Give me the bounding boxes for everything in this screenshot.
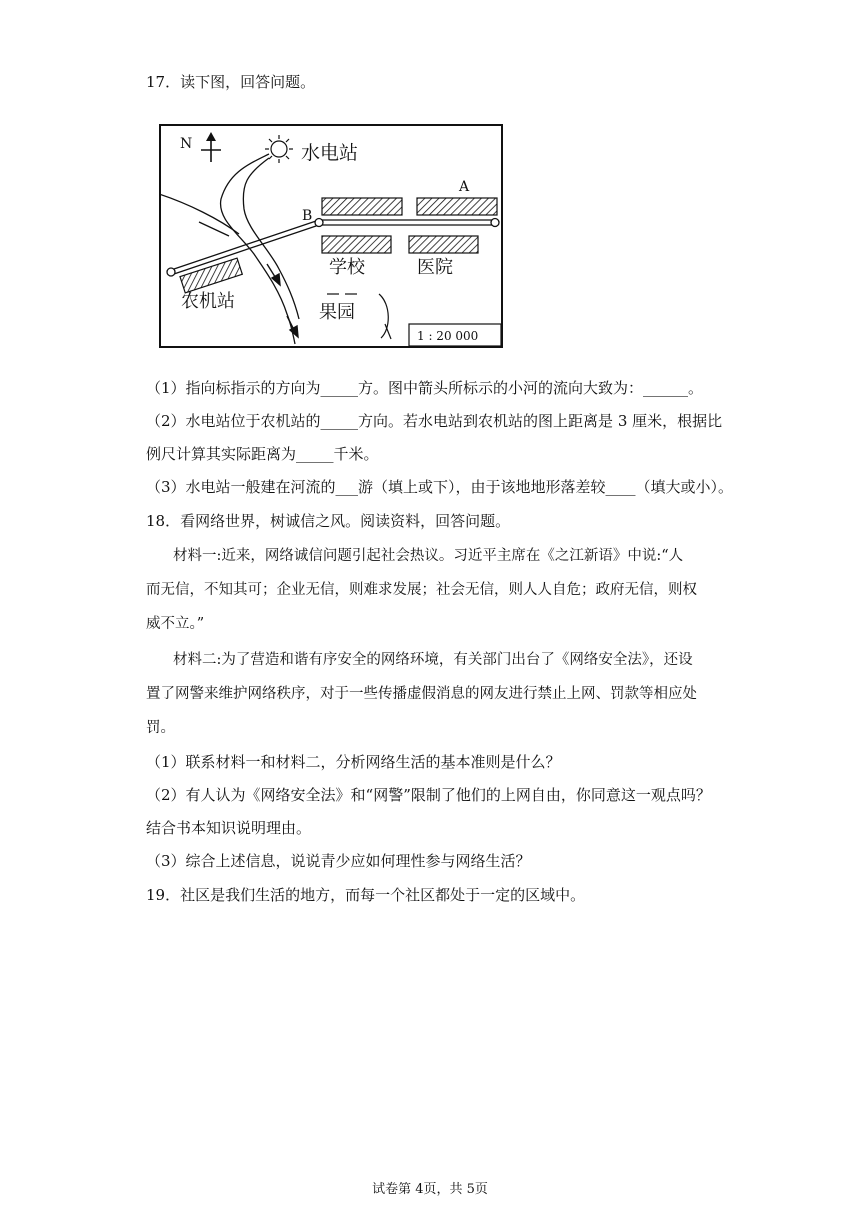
road-end-point — [167, 268, 175, 276]
scale-label: 1 : 20 000 — [417, 329, 479, 343]
north-label: N — [180, 136, 193, 152]
q18-title: 18．看网络世界，树诚信之风。阅读资料，回答问题。 — [146, 512, 511, 530]
q18-material1-line3: 威不立。” — [146, 616, 205, 632]
q17-sub1: （1）指向标指示的方向为_____方。图中箭头所标示的小河的流向大致为：______。 — [146, 379, 704, 397]
q18-material2-line1: 材料二:为了营造和谐有序安全的网络环境，有关部门出台了《网络安全法》，还设 — [173, 652, 693, 668]
point-a-label: A — [459, 179, 470, 195]
school-label: 学校 — [329, 257, 365, 278]
q18-sub1: （1）联系材料一和材料二，分析网络生活的基本准则是什么？ — [146, 753, 561, 771]
q18-sub3: （3）综合上述信息，说说青少应如何理性参与网络生活？ — [146, 852, 531, 870]
road-node-end — [491, 219, 499, 227]
q19-title: 19．社区是我们生活的地方，而每一个社区都处于一定的区域中。 — [146, 886, 586, 904]
map-figure — [159, 124, 503, 350]
point-b-label: B — [302, 208, 313, 224]
q17-sub2-line1: （2）水电站位于农机站的_____方向。若水电站到农机站的图上距离是 3 厘米，根据比 — [146, 412, 723, 430]
q18-material1-line2: 而无信，不知其可；企业无信，则难求发展；社会无信，则人人自危；政府无信，则权 — [146, 582, 697, 598]
building-a — [417, 198, 497, 215]
building-north-1 — [322, 198, 402, 215]
q18-sub2-line1: （2）有人认为《网络安全法》和“网警”限制了他们的上网自由，你同意这一观点吗？ — [146, 786, 711, 804]
orchard-label: 果园 — [319, 302, 355, 323]
q17-sub2-line2: 例尺计算其实际距离为_____千米。 — [146, 445, 379, 463]
q17-title: 17．读下图，回答问题。 — [146, 73, 316, 91]
q17-sub3: （3）水电站一般建在河流的___游（填上或下），由于该地地形落差较____（填大或小）。 — [146, 478, 734, 496]
hydropower-label: 水电站 — [301, 142, 359, 164]
farm-station-label: 农机站 — [181, 291, 235, 312]
page-footer: 试卷第 4页，共 5页 — [372, 1182, 488, 1197]
q18-material2-line3: 罚。 — [146, 720, 175, 736]
q18-sub2-line2: 结合书本知识说明理由。 — [146, 819, 312, 837]
q18-material2-line2: 置了网警来维护网络秩序，对于一些传播虚假消息的网友进行禁止上网、罚款等相应处 — [146, 686, 697, 702]
q18-material1-line1: 材料一:近来，网络诚信问题引起社会热议。习近平主席在《之江新语》中说:“人 — [173, 548, 684, 564]
hospital-label: 医院 — [417, 257, 453, 278]
road-node-b — [315, 219, 323, 227]
school-building — [322, 236, 391, 253]
hospital-building — [409, 236, 478, 253]
